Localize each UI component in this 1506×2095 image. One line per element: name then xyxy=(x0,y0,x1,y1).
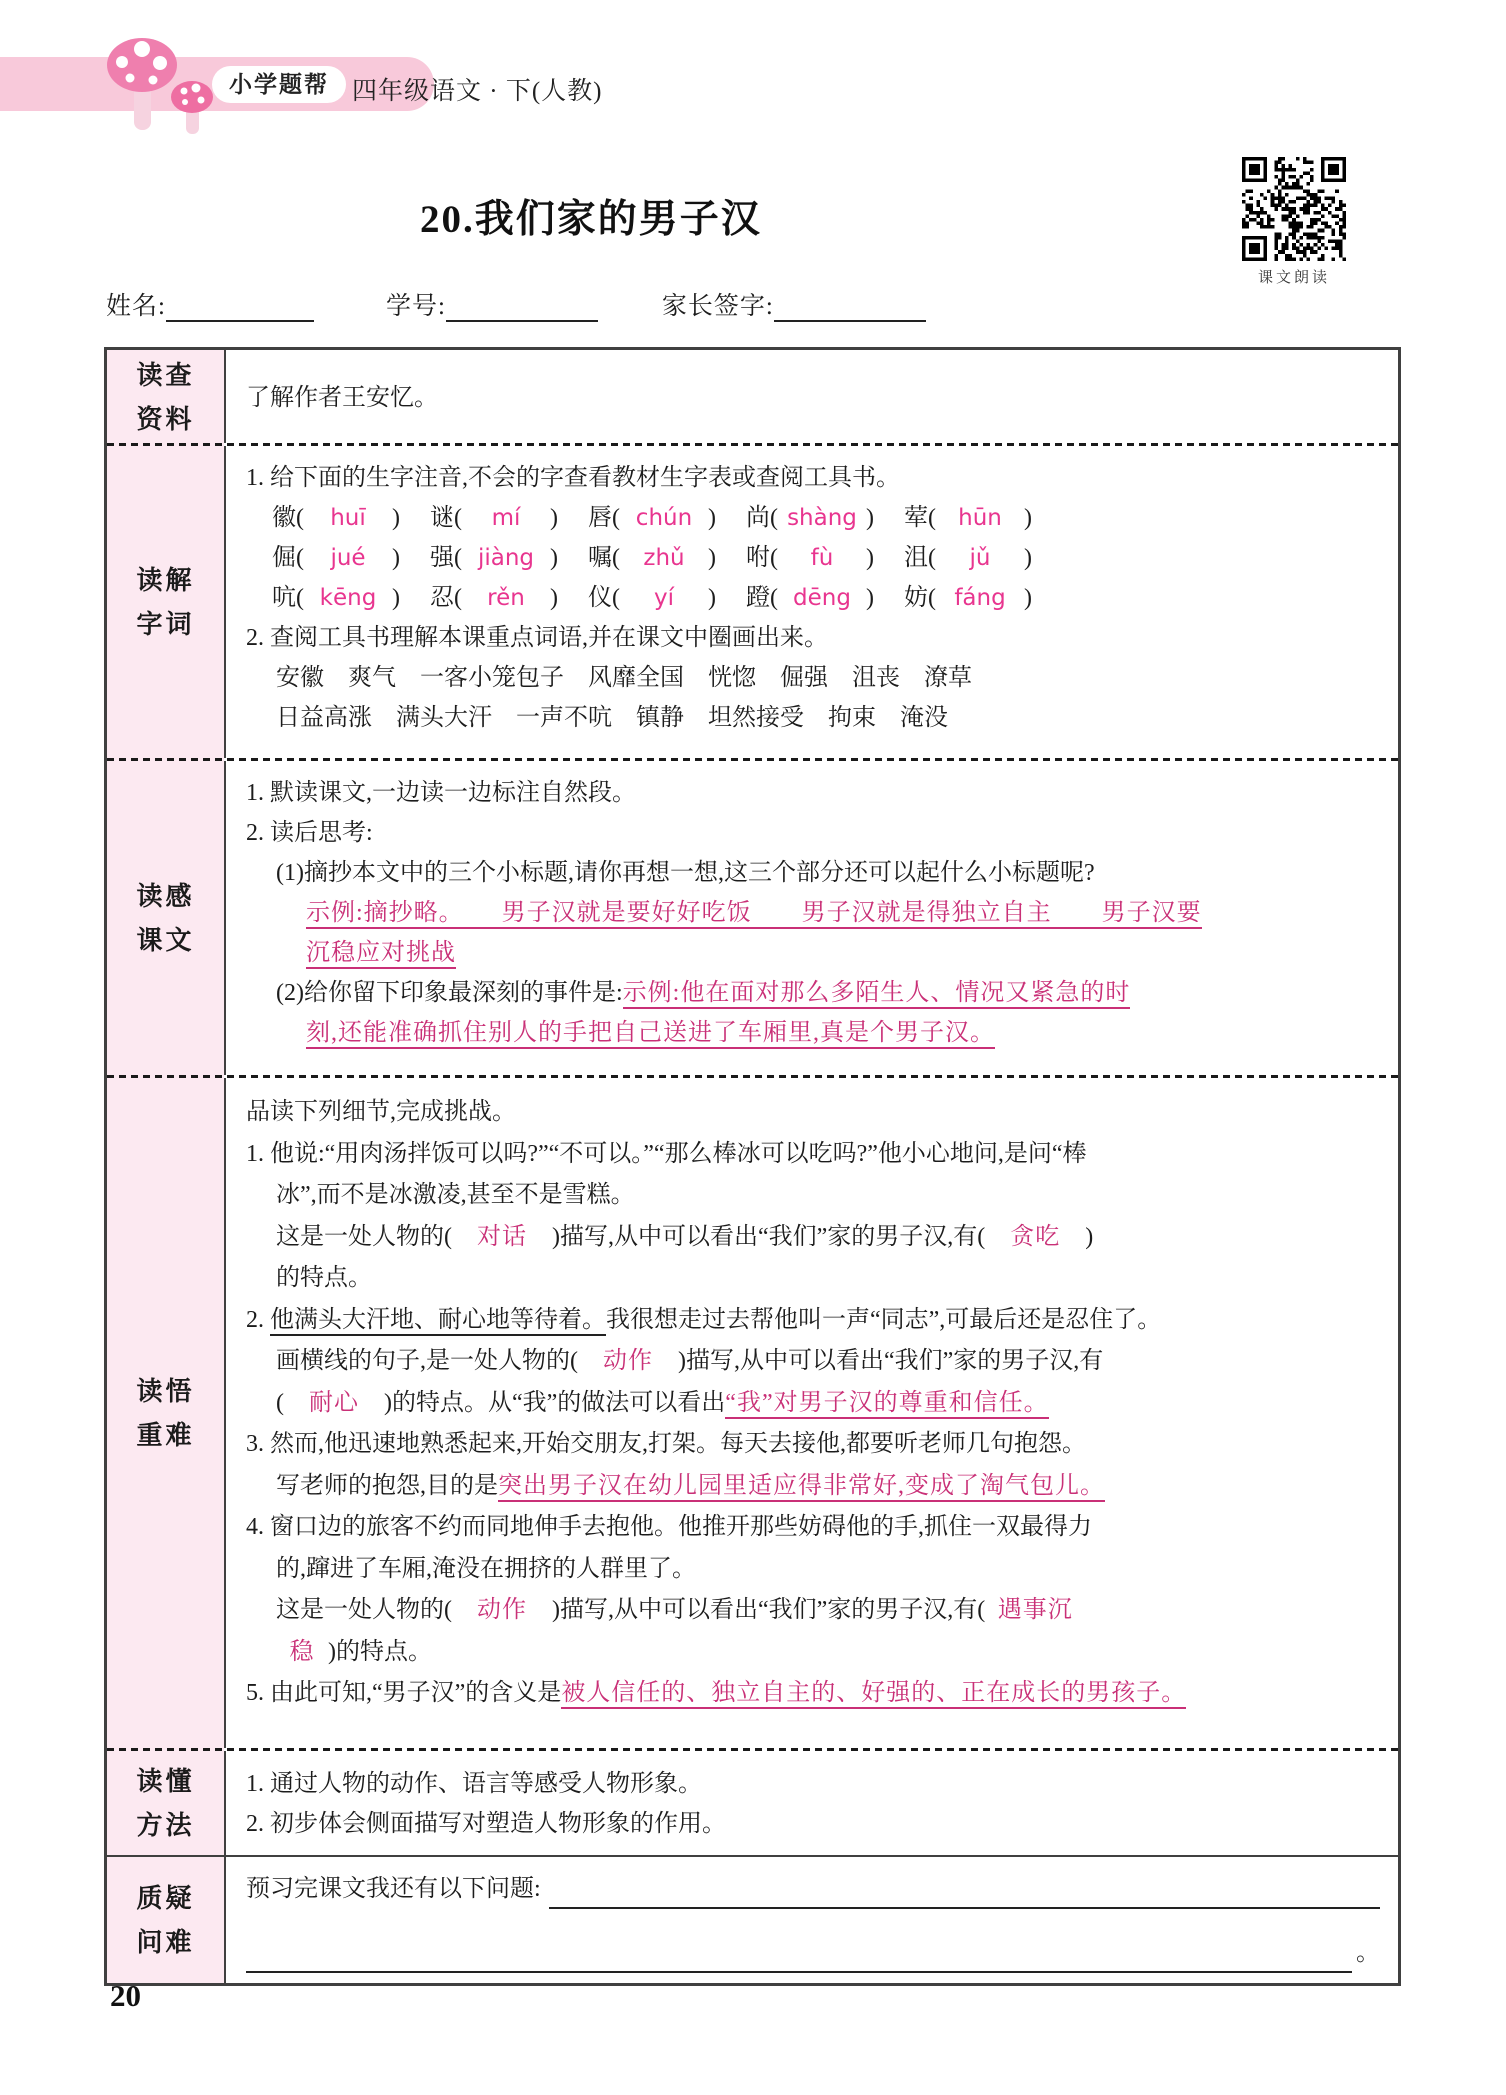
row-content xyxy=(224,1751,1398,1855)
fill-answer: 耐心 xyxy=(309,1389,359,1416)
pinyin-answer: mí xyxy=(491,505,521,531)
pinyin-answer: rěn xyxy=(487,585,525,611)
parent-sign-blank xyxy=(774,292,926,322)
parent-sign-field xyxy=(662,286,926,322)
row-content xyxy=(224,1078,1398,1748)
qr-caption: 课文朗读 xyxy=(1257,270,1330,286)
pinyin-answer: jué xyxy=(330,545,366,571)
pinyin-answer: fù xyxy=(810,545,834,571)
row-content xyxy=(224,446,1398,758)
detail-1-analysis-cont: 的特点。 xyxy=(276,1265,372,1291)
student-id-blank xyxy=(446,292,598,322)
row-label: 读解 字词 xyxy=(107,446,224,758)
detail-3: 3. 然而,他迅速地熟悉起来,开始交朋友,打架。每天去接他,都要听老师几句抱怨。 xyxy=(246,1431,1086,1457)
word-list-1: 安徽 爽气 一客小笼包子 风靡全国 恍惚 倔强 沮丧 潦草 xyxy=(276,665,972,691)
answer-line: 刻,还能准确抓住别人的手把自己送进了车厢里,真是个男子汉。 xyxy=(306,1013,1380,1053)
question-1: 1. 给下面的生字注音,不会的字查看教材生字表或查阅工具书。 xyxy=(246,465,900,491)
answer-text: “我”对男子汉的尊重和信任。 xyxy=(725,1390,1048,1419)
detail-4: 4. 窗口边的旅客不约而同地伸手去抱他。他推开那些妨碍他的手,抓住一双最得力 xyxy=(246,1514,1092,1540)
pinyin-answer: huī xyxy=(330,505,366,531)
answer-blank-line xyxy=(246,1933,1380,1973)
answer-line: 沉稳应对挑战 xyxy=(306,933,1380,973)
answer-text: 突出男子汉在幼儿园里适应得非常好,变成了淘气包儿。 xyxy=(498,1473,1105,1502)
detail-4-analysis-cont: 稳 )的特点。 xyxy=(276,1632,1380,1674)
answer-text: 被人信任的、独立自主的、好强的、正在成长的男孩子。 xyxy=(561,1680,1186,1709)
pinyin-answer: jǔ xyxy=(969,545,991,571)
fill-answer: 稳 xyxy=(289,1638,315,1665)
detail-1: 1. 他说:“用肉汤拌饭可以吗?”“不可以。”“那么棒冰可以吃吗?”他小心地问,是问“棒 xyxy=(246,1140,1087,1167)
answer-blank xyxy=(246,1943,1352,1973)
ziliao-text: 了解作者王安忆。 xyxy=(246,384,438,411)
pinyin-answer: shàng xyxy=(787,505,857,531)
row-dugan-kewen xyxy=(107,761,1398,1075)
name-label: 姓名: xyxy=(106,293,166,320)
detail-4-cont: 的,蹿进了车厢,淹没在拥挤的人群里了。 xyxy=(276,1555,696,1582)
detail-2: 2. 他满头大汗地、耐心地等待着。我很想走过去帮他叫一声“同志”,可最后还是忍住了。 xyxy=(246,1300,1380,1342)
question-2: 2. 查阅工具书理解本课重点词语,并在课文中圈画出来。 xyxy=(246,625,828,651)
pinyin-line-2: 倔 ( jué ) 强 ( jiàng ) 嘱 ( zhǔ ) 咐 ( fù ) 沮 ( jǔ ) xyxy=(272,538,1380,578)
parent-sign-label: 家长签字: xyxy=(661,293,774,320)
name-field xyxy=(106,286,314,322)
page-title: 20.我们家的男子汉 xyxy=(420,198,762,241)
edition-label: 四年级语文 · 下(人教) xyxy=(352,78,603,105)
question-prompt-line xyxy=(246,1869,1380,1909)
detail-5: 5. 由此可知,“男子汉”的含义是被人信任的、独立自主的、好强的、正在成长的男孩子。 xyxy=(246,1673,1380,1715)
fill-answer: 贪吃 xyxy=(1010,1223,1061,1250)
intro-text: 品读下列细节,完成挑战。 xyxy=(246,1099,516,1125)
row-duwu-zhongnan xyxy=(107,1078,1398,1748)
method-2: 2. 初步体会侧面描写对塑造人物形象的作用。 xyxy=(246,1811,726,1837)
row-content xyxy=(224,350,1398,443)
sub-question-2: (2)给你留下印象最深刻的事件是:示例:他在面对那么多陌生人、情况又紧急的时 xyxy=(276,973,1380,1013)
detail-3-analysis: 写老师的抱怨,目的是突出男子汉在幼儿园里适应得非常好,变成了淘气包儿。 xyxy=(276,1466,1380,1508)
row-dujie-zici xyxy=(107,446,1398,758)
info-row xyxy=(106,286,1106,322)
row-label: 读查 资料 xyxy=(107,350,224,443)
pinyin-answer: kēng xyxy=(319,585,377,611)
brand-badge xyxy=(212,66,346,103)
sub-question-1: (1)摘抄本文中的三个小标题,请你再想一想,这三个部分还可以起什么小标题呢? xyxy=(276,860,1095,886)
detail-1-analysis: 这是一处人物的( 对话 )描写,从中可以看出“我们”家的男子汉,有( 贪吃 ) xyxy=(276,1217,1380,1259)
pinyin-answer: chún xyxy=(635,505,693,531)
underlined-sentence: 他满头大汗地、耐心地等待着。 xyxy=(270,1307,606,1336)
row-label: 读感 课文 xyxy=(107,761,224,1075)
prompt-text: 预习完课文我还有以下问题: xyxy=(246,1876,541,1902)
student-id-label: 学号: xyxy=(385,293,446,320)
task-1: 1. 默读课文,一边读一边标注自然段。 xyxy=(246,780,636,806)
pinyin-answer: hūn xyxy=(958,505,1002,531)
task-2: 2. 读后思考: xyxy=(246,820,373,846)
method-1: 1. 通过人物的动作、语言等感受人物形象。 xyxy=(246,1771,702,1797)
page-number: 20 xyxy=(110,1978,141,2013)
detail-2-analysis: 画横线的句子,是一处人物的( 动作 )描写,从中可以看出“我们”家的男子汉,有 xyxy=(276,1341,1380,1383)
row-content xyxy=(224,1857,1398,1983)
detail-4-analysis: 这是一处人物的( 动作 )描写,从中可以看出“我们”家的男子汉,有( 遇事沉 xyxy=(276,1590,1380,1632)
qr-code xyxy=(1242,157,1346,287)
student-id-field xyxy=(386,286,598,322)
fill-answer: 动作 xyxy=(603,1348,653,1374)
row-duzha-ziliao xyxy=(107,350,1398,443)
pinyin-line-1: 徽 ( huī ) 谜 ( mí ) 唇 ( chún ) 尚 ( shàng ) 荤 ( hūn ) xyxy=(272,498,1380,538)
detail-2-analysis-cont: ( 耐心 )的特点。从“我”的做法可以看出“我”对男子汉的尊重和信任。 xyxy=(276,1383,1380,1425)
fill-answer: 遇事沉 xyxy=(997,1597,1073,1623)
answer-line: 示例:摘抄略。 男子汉就是要好好吃饭 男子汉就是得独立自主 男子汉要 xyxy=(306,893,1380,933)
pinyin-answer: jiàng xyxy=(477,545,535,571)
pinyin-answer: dēng xyxy=(793,585,851,611)
pinyin-answer: yí xyxy=(653,585,674,611)
name-blank xyxy=(166,292,314,322)
row-dudong-fangfa xyxy=(107,1751,1398,1855)
row-label: 质疑 问难 xyxy=(107,1857,224,1983)
row-content xyxy=(224,761,1398,1075)
pinyin-line-3: 吭 ( kēng ) 忍 ( rěn ) 仪 ( yí ) 蹬 ( dēng ) 妨 ( fáng ) xyxy=(272,578,1380,618)
worksheet-table xyxy=(104,347,1401,1986)
detail-1-cont: 冰”,而不是冰激凌,甚至不是雪糕。 xyxy=(276,1182,635,1208)
word-list-2: 日益高涨 满头大汗 一声不吭 镇静 坦然接受 拘束 淹没 xyxy=(276,705,948,731)
row-label: 读懂 方法 xyxy=(107,1751,224,1855)
period-mark: 。 xyxy=(1356,1940,1380,1966)
pinyin-answer: zhǔ xyxy=(643,545,685,571)
pinyin-answer: fáng xyxy=(954,585,1006,611)
row-label: 读悟 重难 xyxy=(107,1078,224,1748)
answer-blank xyxy=(549,1879,1380,1909)
fill-answer: 对话 xyxy=(477,1223,527,1250)
brand-name: 小学题帮 xyxy=(229,71,329,97)
fill-answer: 动作 xyxy=(477,1597,527,1623)
row-zhiyi-wennan xyxy=(107,1857,1398,1983)
